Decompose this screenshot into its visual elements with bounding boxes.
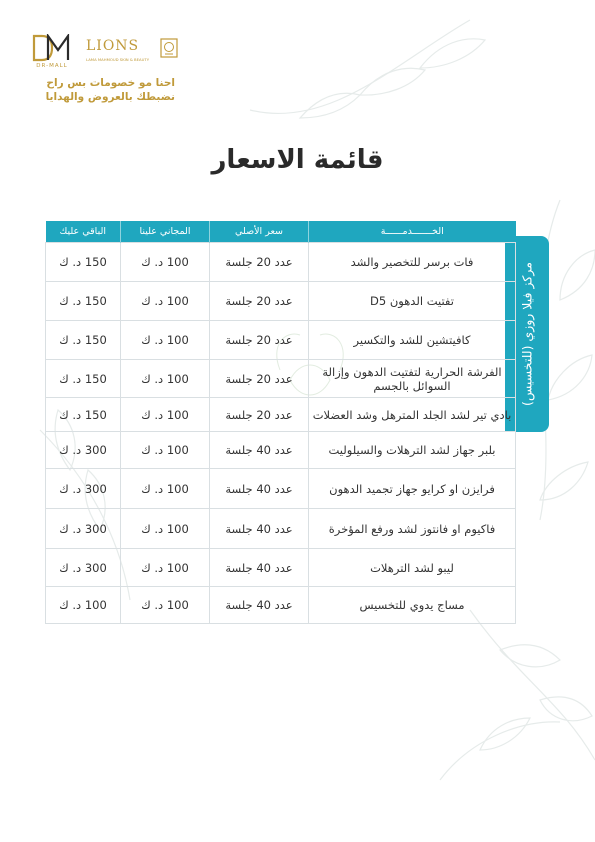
cell-original-price: عدد 20 جلسة [210, 398, 309, 432]
cell-free: 100 د. ك [121, 282, 210, 321]
lions-logo-name: LIONS [86, 38, 140, 54]
tagline-line-1: احنا مو خصومات بس راح [46, 77, 175, 89]
cell-remaining: 150 د. ك [46, 321, 121, 360]
table-row [46, 549, 516, 587]
cell-original-price: عدد 40 جلسة [210, 432, 309, 469]
cell-original-price: عدد 20 جلسة [210, 243, 309, 282]
lions-logo-subtext: LAMA MAHMOUD SKIN & BEAUTY [86, 57, 150, 62]
cell-remaining: 150 د. ك [46, 398, 121, 432]
cell-original-price: عدد 40 جلسة [210, 469, 309, 509]
cell-free: 100 د. ك [121, 509, 210, 549]
table-row [46, 432, 516, 469]
table-row [46, 360, 516, 398]
table-row [46, 282, 516, 321]
header-remaining: الباقي عليك [46, 221, 121, 243]
cell-original-price: عدد 40 جلسة [210, 587, 309, 624]
header-free: المجاني علينا [121, 221, 210, 243]
table-header-row [46, 221, 516, 243]
cell-free: 100 د. ك [121, 243, 210, 282]
cell-service: ليبو لشد الترهلات [309, 549, 516, 587]
dr-mall-logo-icon [32, 34, 70, 62]
table-row [46, 469, 516, 509]
cell-remaining: 100 د. ك [46, 587, 121, 624]
cell-service: مساج يدوي للتخسيس [309, 587, 516, 624]
header-service: الخـــــــدمــــــة [309, 221, 516, 243]
dr-mall-logo [30, 34, 74, 74]
cell-service: فرايزن او كرايو جهاز تجميد الدهون [309, 469, 516, 509]
cell-service: بلبر جهاز لشد الترهلات والسيلوليت [309, 432, 516, 469]
cell-remaining: 300 د. ك [46, 509, 121, 549]
cell-free: 100 د. ك [121, 321, 210, 360]
cell-remaining: 300 د. ك [46, 469, 121, 509]
cell-free: 100 د. ك [121, 469, 210, 509]
cell-original-price: عدد 20 جلسة [210, 321, 309, 360]
cell-remaining: 300 د. ك [46, 432, 121, 469]
cell-remaining: 150 د. ك [46, 282, 121, 321]
lion-crest-icon [160, 38, 178, 58]
cell-service: بادي تير لشد الجلد المترهل وشد العضلات [309, 398, 516, 432]
table-row [46, 321, 516, 360]
cell-original-price: عدد 20 جلسة [210, 360, 309, 398]
table-row [46, 587, 516, 624]
cell-free: 100 د. ك [121, 360, 210, 398]
header-original-price: سعر الأصلي [210, 221, 309, 243]
price-table [45, 221, 516, 624]
cell-free: 100 د. ك [121, 398, 210, 432]
header-logos [30, 34, 180, 74]
table-row [46, 243, 516, 282]
cell-free: 100 د. ك [121, 549, 210, 587]
cell-free: 100 د. ك [121, 587, 210, 624]
cell-service: فات برسر للتخصير والشد [309, 243, 516, 282]
cell-remaining: 150 د. ك [46, 360, 121, 398]
cell-service: فاكيوم او فانتوز لشد ورفع المؤخرة [309, 509, 516, 549]
table-row [46, 509, 516, 549]
tagline-line-2: نضبطك بالعروض والهدايا [45, 91, 175, 103]
page-title: قائمة الاسعار [211, 145, 384, 175]
dr-mall-logo-subtext: DR-MALL [36, 63, 68, 69]
table-row [46, 398, 516, 432]
cell-original-price: عدد 40 جلسة [210, 509, 309, 549]
cell-remaining: 150 د. ك [46, 243, 121, 282]
cell-remaining: 300 د. ك [46, 549, 121, 587]
cell-service: كافيتشين للشد والتكسير [309, 321, 516, 360]
side-category-text: مركز فيلا روزي (للتخسيس) [519, 262, 535, 406]
cell-free: 100 د. ك [121, 432, 210, 469]
cell-original-price: عدد 40 جلسة [210, 549, 309, 587]
cell-service: الفرشة الحرارية لتفتيت الدهون وإزالة السوائل بالجسم [309, 360, 516, 398]
cell-original-price: عدد 20 جلسة [210, 282, 309, 321]
lions-logo [86, 38, 178, 70]
cell-service: تفتيت الدهون D5 [309, 282, 516, 321]
tagline [30, 76, 175, 104]
